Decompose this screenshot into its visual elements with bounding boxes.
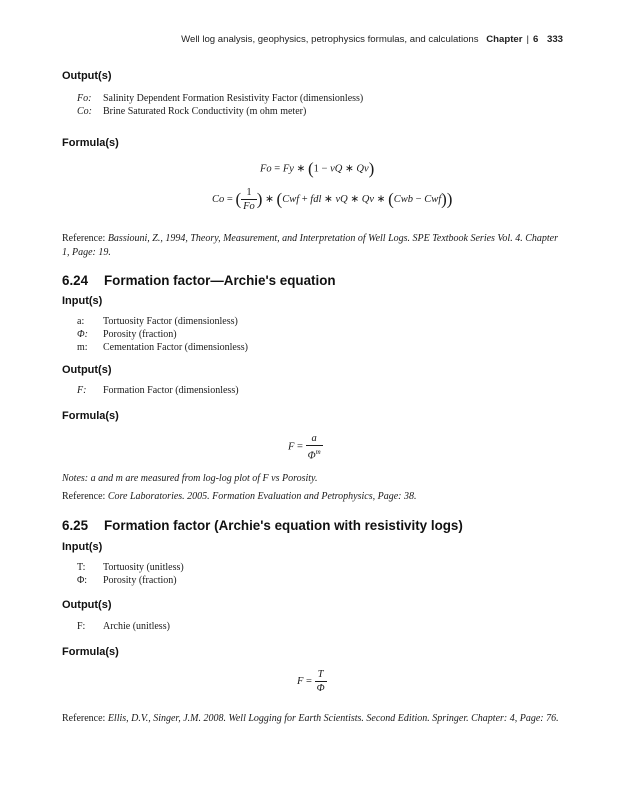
eq-term: fdl — [310, 193, 322, 205]
output-row — [77, 93, 363, 104]
input-row — [77, 562, 184, 573]
chapter-number: 6 — [532, 34, 539, 45]
eq-term: Qv — [361, 193, 375, 205]
fraction — [241, 186, 257, 213]
eq-term: vQ — [330, 163, 343, 175]
eq-term: F — [297, 675, 304, 687]
eq-term: 1 — [313, 163, 319, 175]
section-number: 6.25 — [62, 518, 89, 533]
output-symbol: Fo: — [77, 93, 92, 104]
section-title: Formation factor (Archie's equation with resistivity logs) — [104, 518, 463, 533]
eq-term: vQ — [335, 193, 348, 205]
input-description: Cementation Factor (dimensionless) — [103, 342, 248, 353]
reference-citation: Core Laboratories. 2005. Formation Evaluation and Petrophysics, Page: 38. — [107, 491, 417, 502]
section-heading — [62, 518, 463, 533]
section-title: Formation factor—Archie's equation — [104, 273, 336, 288]
reference-label: Reference: — [62, 713, 106, 724]
input-heading: Input(s) — [62, 541, 103, 553]
eq-exponent: m — [315, 448, 321, 456]
eq-term: F — [288, 441, 295, 453]
equation-fo: Fo = Fy ∗ (1 − vQ ∗ Qv) — [260, 159, 375, 178]
fraction-denominator: Φ — [316, 683, 325, 694]
section-heading — [62, 273, 336, 288]
section-number: 6.24 — [62, 273, 89, 288]
output-symbol: Co: — [77, 106, 92, 117]
eq-term: Cwf — [424, 193, 442, 205]
output-description: Salinity Dependent Formation Resistivity Factor (dimensionless) — [103, 93, 364, 104]
fraction-denominator — [306, 446, 323, 463]
input-description: Porosity (fraction) — [103, 329, 177, 340]
output-row — [77, 621, 170, 632]
reference-label: Reference: — [62, 491, 106, 502]
fraction-numerator: 1 — [241, 186, 257, 200]
equation-archie-resistivity: F = $\frac{T}{\Phi}$ — [297, 669, 325, 694]
input-row — [77, 316, 238, 327]
input-symbol: Φ: — [77, 575, 88, 586]
input-symbol: a: — [77, 316, 85, 327]
reference — [62, 712, 563, 726]
header-divider: | — [526, 34, 529, 45]
output-heading: Output(s) — [62, 70, 112, 82]
reference — [62, 490, 563, 504]
input-description: Tortuosity (unitless) — [103, 562, 184, 573]
output-heading: Output(s) — [62, 599, 112, 611]
eq-term: Φ — [307, 450, 316, 462]
output-description: Formation Factor (dimensionless) — [103, 385, 239, 396]
fraction-numerator: a — [306, 432, 323, 446]
formula-heading: Formula(s) — [62, 646, 119, 658]
output-heading: Output(s) — [62, 364, 112, 376]
fraction — [315, 668, 327, 695]
input-heading: Input(s) — [62, 295, 103, 307]
input-description: Porosity (fraction) — [103, 575, 177, 586]
formula-heading: Formula(s) — [62, 137, 119, 149]
eq-term: Qv — [356, 163, 369, 175]
page-number: 333 — [546, 34, 563, 45]
output-row — [77, 385, 239, 396]
eq-term: Cwf — [282, 193, 300, 205]
running-title: Well log analysis, geophysics, petrophysics formulas, and calculations — [181, 34, 479, 45]
input-row — [77, 342, 248, 353]
eq-term: Fo — [260, 163, 272, 175]
formula-heading: Formula(s) — [62, 410, 119, 422]
fraction — [306, 432, 323, 463]
output-symbol: F: — [77, 385, 87, 396]
input-row — [77, 575, 177, 586]
input-symbol: T: — [77, 562, 86, 573]
fraction-denominator: Fo — [243, 201, 255, 212]
equation-co: Co = ( $\frac{1}{Fo}$ ) ∗ (Cwf + fdl ∗ vQ ∗ Qv ∗ (Cwb − Cwf)) — [212, 187, 453, 212]
fraction-numerator: T — [315, 668, 327, 682]
input-row — [77, 329, 177, 340]
input-symbol: m: — [77, 342, 88, 353]
reference — [62, 232, 563, 260]
notes: Notes: a and m are measured from log-log plot of F vs Porosity. — [62, 473, 318, 484]
reference-citation: Bassiouni, Z., 1994, Theory, Measurement, and Interpretation of Well Logs. SPE Textbook Series Vol. 4. Chapter 1, Page: 19. — [62, 233, 558, 258]
eq-term: Fy — [282, 163, 294, 175]
output-description: Archie (unitless) — [103, 621, 170, 632]
equation-archie: F = $\frac{a}{\Phi^m}$ — [288, 433, 321, 462]
eq-term: Cwb — [393, 193, 414, 205]
output-row — [77, 106, 306, 117]
output-symbol: F: — [77, 621, 86, 632]
input-description: Tortuosity Factor (dimensionless) — [103, 316, 238, 327]
chapter-label: Chapter — [486, 34, 523, 45]
reference-citation: Ellis, D.V., Singer, J.M. 2008. Well Logging for Earth Scientists. Second Edition. Springer. Chapter: 4, Page: 76. — [107, 713, 559, 724]
input-symbol: Φ: — [77, 329, 88, 340]
eq-term: Co — [212, 193, 225, 205]
reference-label: Reference: — [62, 233, 106, 244]
output-description: Brine Saturated Rock Conductivity (m ohm meter) — [103, 106, 307, 117]
page-content — [62, 0, 563, 800]
